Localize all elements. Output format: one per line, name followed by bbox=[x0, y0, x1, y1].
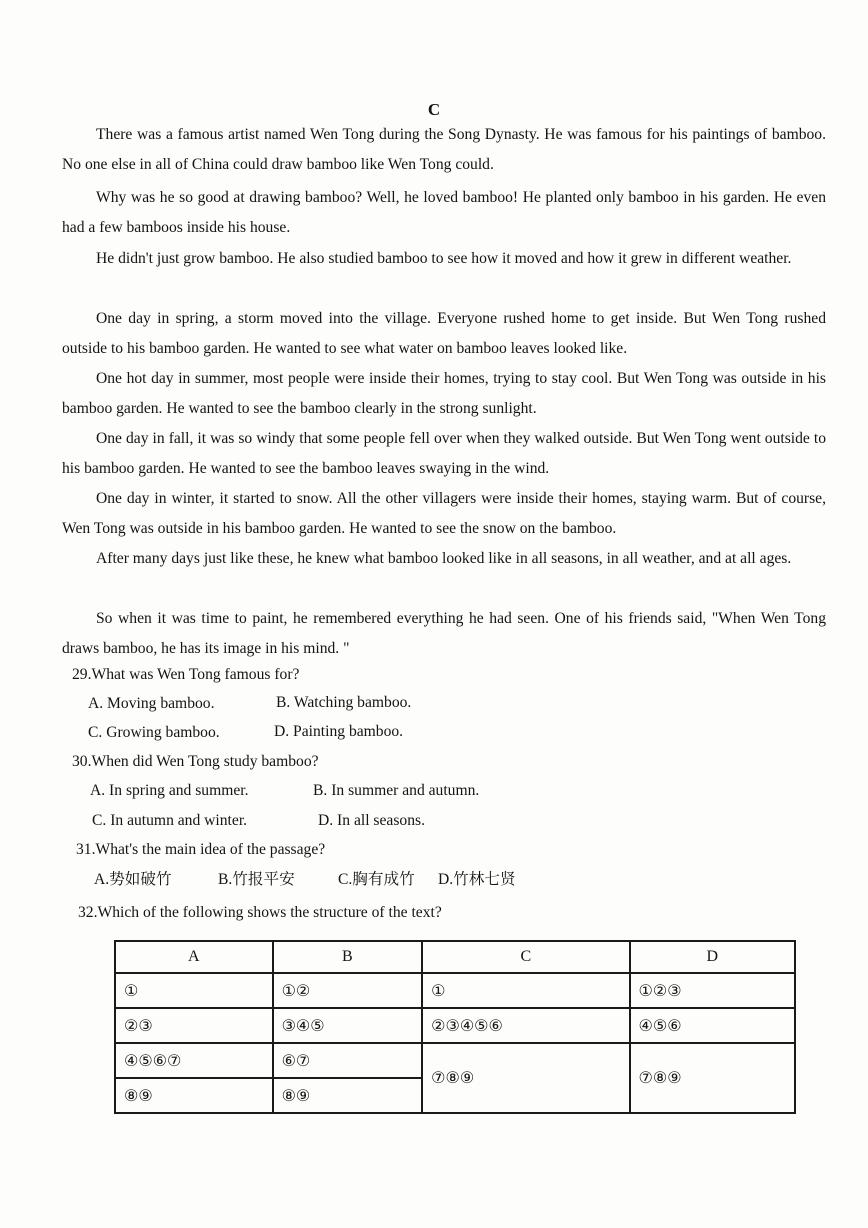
table-row bbox=[115, 973, 795, 1008]
cell-c-1: ① bbox=[422, 973, 629, 1008]
cell-b-4: ⑧⑨ bbox=[273, 1078, 423, 1113]
question-29-option-d[interactable]: D. Painting bamboo. bbox=[274, 723, 404, 740]
question-30-option-d[interactable]: D. In all seasons. bbox=[318, 812, 425, 829]
cell-b-1: ①② bbox=[273, 973, 423, 1008]
cell-d-3: ⑦⑧⑨ bbox=[630, 1043, 795, 1113]
question-30-option-b[interactable]: B. In summer and autumn. bbox=[313, 782, 480, 799]
question-31-option-d[interactable]: D.竹林七贤 bbox=[438, 871, 516, 888]
table-header-b: B bbox=[273, 941, 423, 973]
paragraph-9: So when it was time to paint, he remembered everything he had seen. One of his friends said, "When Wen Tong draws bamboo, he has its image in his mind. " bbox=[62, 610, 826, 657]
question-32-stem: 32.Which of the following shows the structure of the text? bbox=[78, 904, 442, 921]
table-header-row bbox=[115, 941, 795, 973]
table-row bbox=[115, 1008, 795, 1043]
table-header-c: C bbox=[422, 941, 629, 973]
section-letter: C bbox=[427, 100, 441, 119]
cell-a-2: ②③ bbox=[115, 1008, 273, 1043]
question-31-option-a[interactable]: A.势如破竹 bbox=[94, 871, 172, 888]
cell-c-2: ②③④⑤⑥ bbox=[422, 1008, 629, 1043]
cell-a-3: ④⑤⑥⑦ bbox=[115, 1043, 273, 1078]
paragraph-8: After many days just like these, he knew what bamboo looked like in all seasons, in all weather, and at all ages. bbox=[96, 550, 792, 567]
cell-a-1: ① bbox=[115, 973, 273, 1008]
table-header-d: D bbox=[630, 941, 795, 973]
question-29-stem: 29.What was Wen Tong famous for? bbox=[72, 666, 300, 683]
table-row bbox=[115, 1043, 795, 1078]
paragraph-3: He didn't just grow bamboo. He also studied bamboo to see how it moved and how it grew in different weather. bbox=[96, 250, 792, 267]
cell-d-1: ①②③ bbox=[630, 973, 795, 1008]
question-31-option-c[interactable]: C.胸有成竹 bbox=[338, 871, 415, 888]
question-30-option-a[interactable]: A. In spring and summer. bbox=[90, 782, 249, 799]
paragraph-5: One hot day in summer, most people were inside their homes, trying to stay cool. But Wen Tong was outside in his bamboo garden. He wanted to see the bamboo clearly in the strong sunlight. bbox=[62, 370, 826, 417]
question-29-option-a[interactable]: A. Moving bamboo. bbox=[88, 695, 215, 712]
paragraph-1: There was a famous artist named Wen Tong during the Song Dynasty. He was famous for his paintings of bamboo. No one else in all of China could draw bamboo like Wen Tong could. bbox=[62, 126, 826, 173]
cell-b-2: ③④⑤ bbox=[273, 1008, 423, 1043]
paragraph-4: One day in spring, a storm moved into the village. Everyone rushed home to get inside. But Wen Tong rushed outside to his bamboo garden. He wanted to see what water on bamboo leaves looked like. bbox=[62, 310, 826, 357]
cell-d-2: ④⑤⑥ bbox=[630, 1008, 795, 1043]
cell-c-3: ⑦⑧⑨ bbox=[422, 1043, 629, 1113]
cell-b-3: ⑥⑦ bbox=[273, 1043, 423, 1078]
cell-a-4: ⑧⑨ bbox=[115, 1078, 273, 1113]
paragraph-6: One day in fall, it was so windy that some people fell over when they walked outside. But Wen Tong went outside to his bamboo garden. He wanted to see the bamboo leaves swaying in the wind. bbox=[62, 430, 826, 477]
question-30-option-c[interactable]: C. In autumn and winter. bbox=[92, 812, 248, 829]
paragraph-2: Why was he so good at drawing bamboo? Well, he loved bamboo! He planted only bamboo in his garden. He even had a few bamboos inside his house. bbox=[62, 189, 826, 236]
question-31-stem: 31.What's the main idea of the passage? bbox=[76, 841, 326, 858]
paragraph-7: One day in winter, it started to snow. All the other villagers were inside their homes, staying warm. But of course, Wen Tong was outside in his bamboo garden. He wanted to see the snow on the bamboo. bbox=[62, 490, 826, 537]
question-29-option-b[interactable]: B. Watching bamboo. bbox=[276, 694, 412, 711]
table-header-a: A bbox=[115, 941, 273, 973]
question-30-stem: 30.When did Wen Tong study bamboo? bbox=[72, 753, 319, 770]
question-29-option-c[interactable]: C. Growing bamboo. bbox=[88, 724, 220, 741]
question-31-option-b[interactable]: B.竹报平安 bbox=[218, 871, 295, 888]
structure-table bbox=[114, 940, 796, 1114]
